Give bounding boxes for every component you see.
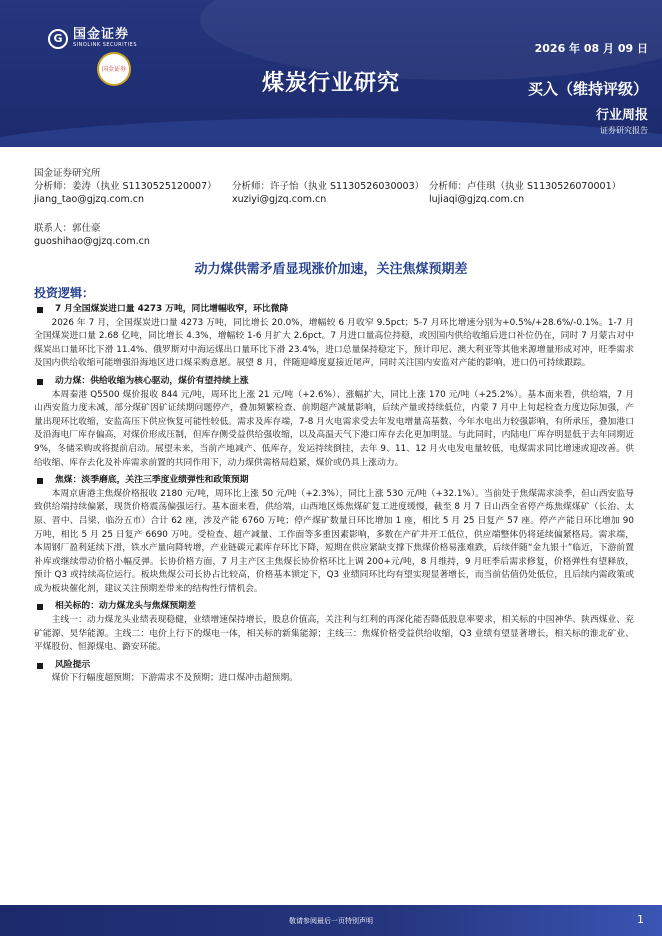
logo-cn: 国金证券 (73, 27, 130, 42)
section-1-paragraph: 2026 年 7 月，全国煤炭进口量 4273 万吨，同比增长 20.0%，增幅较 6 月收窄 9.5pct；5-7 月环比增速分别为+0.5%/+28.6%/-0.1%。1-7 月全国煤炭进口量 2.68 亿吨，同比增长 4.3%，增幅较 1-6 月扩大 2.6pct。7 月进口量高位持稳，或因国内供给收缩后进口补位仍在，同时 7 月蒙古对中煤炭出口量环比下滑 11.4%、俄罗斯对中海运煤出口量环比下滑 23.4%，进口总量保持稳定下，预计印尼、澳大利亚等其他来源增量形成对冲，旺季需求及国内供给收缩可能增强沿海地区进口煤采购意愿。展望 8 月，伴随迎峰度夏接近尾声，同时关注国内安监对产能的影响，进口仍可持续跟踪。 (34, 317, 634, 369)
analyst-name: 分析师：许子怡（执业 S1130526030003） (232, 181, 425, 192)
page-number: 1 (637, 913, 644, 926)
report-title: 动力煤供需矛盾显现涨价加速，关注焦煤预期差 (194, 262, 468, 277)
analyst-info (34, 167, 634, 247)
square-bullet-icon (37, 307, 43, 313)
section-5-heading: 风险提示 (34, 659, 634, 673)
square-bullet-icon (37, 663, 43, 669)
section-3-paragraph: 本周京唐港主焦煤价格报收 2180 元/吨，周环比上涨 50 元/吨（+2.3%），同比上涨 530 元/吨（+32.1%）。当前处于焦煤需求淡季，但山西安监导致供给端持续偏紧，现货价格震荡偏强运行。基本面来看，供给端，山西地区炼焦煤矿复工进度缓慢，截至 8 月 7 日山西全省停产炼焦煤煤矿（长治、太原、晋中、吕梁、临汾五市）合计 62 座，涉及产能 6760 万吨；停产煤矿数量日环比增加 1 座，相比 5 月 25 日复产 57 座。停产产能日环比增加 90 万吨，相比 5 月 25 日复产 6690 万吨。受检查、超产减量、工作面等多重因素影响，多数在产矿井开工低位，供应端整体仍将延续偏紧格局。需求端，本周钢厂盈利延续下滑，铁水产量向降转增，产业链碳元素库存环比下降，短期在供应紧缺支撑下焦煤价格易涨难跌，后续伴随“金九银十”临近，下游前置补库或继续带动价格小幅反弹。长协价格方面，7 月主产区主焦煤长协价格环比上调 200+元/吨，8 月维持，9 月旺季后需求修复，价格弹性有望释放，预计 Q3 或持续高位运行。板块焦煤公司长协占比较高，价格基本锁定下，Q3 业绩同环比均有望实现显著增长，而当前估值仍处低位，且后续内需政策或成为板块催化剂，建议关注预期差带来的结构性行情机会。 (34, 488, 634, 594)
analyst-2 (232, 180, 424, 206)
section-5-paragraph: 煤价下行幅度超预期；下游需求不及预期；进口煤冲击超预期。 (51, 673, 298, 684)
contact-email[interactable]: guoshihao@gjzq.com.cn (34, 236, 150, 247)
section-2-heading: 动力煤：供给收缩为核心驱动，煤价有望持续上涨 (34, 375, 634, 389)
section-1-heading: 7 月全国煤炭进口量 4273 万吨，同比增幅收窄，环比微降 (34, 303, 634, 317)
header-banner (0, 0, 662, 147)
section-heading: 投资逻辑： (34, 286, 95, 300)
analyst-email[interactable]: lujiaqi@gjzq.com.cn (429, 194, 525, 205)
institute: 国金证券研究所 (34, 168, 101, 179)
analyst-3 (429, 180, 621, 206)
square-bullet-icon (37, 604, 43, 610)
logo-en: SINOLINK SECURITIES (73, 42, 137, 48)
square-bullet-icon (37, 478, 43, 484)
section-4-paragraph: 主线一：动力煤龙头业绩表现稳健，业绩增速保持增长，股息价值高，关注利与红利的再深化能否降低股息率要求，相关标的中国神华、陕西煤业、兖矿能源、昊华能源。主线二：电价上行下的煤电一体，相关标的新集能源；主线三：焦煤价格受益供给收缩，Q3 业绩有望显著增长，相关标的淮北矿业、平煤股份、恒源煤电、潞安环能。 (34, 615, 634, 653)
analyst-email[interactable]: xuziyi@gjzq.com.cn (232, 194, 327, 205)
report-body (34, 303, 634, 686)
report-type: 行业周报 (595, 108, 648, 123)
contact-name: 联系人：郭仕豪 (34, 223, 101, 234)
analyst-name: 分析师：姜涛（执业 S1130525120007） (34, 181, 217, 192)
analyst-1 (34, 180, 217, 206)
square-bullet-icon (37, 379, 43, 385)
report-category: 证券研究报告 (600, 126, 648, 135)
analyst-name: 分析师：卢佳琪（执业 S1130526070001） (429, 181, 622, 192)
report-date: 2026 年 08 月 09 日 (534, 42, 648, 55)
company-logo (48, 28, 137, 49)
footer-disclaimer: 敬请参阅最后一页特别声明 (289, 917, 373, 925)
section-3-heading: 焦煤：淡季磨底，关注三季度业绩弹性和政策预期 (34, 474, 634, 488)
section-4-heading: 相关标的：动力煤龙头与焦煤预期差 (34, 600, 634, 614)
logo-icon: G (48, 29, 68, 49)
section-2-paragraph: 本周秦港 Q5500 煤价报收 844 元/吨，周环比上涨 21 元/吨（+2.6%）、涨幅扩大，同比上涨 170 元/吨（+25.2%）。基本面来看，供给端，7 月山西安监力度未减，部分煤矿因矿证续期问题停产，叠加频繁检查、前期超产减量影响，后续产量或持续低位，内蒙 7 月中上旬起检查力度边际加强，产量出现环比收缩，安监高压下供应恢复可能性较低。需求及库存端，7-8 月火电需求受去年发电增量高基数、今年水电出力较强影响，有所承压，叠加港口及沿海电厂库存偏高，对煤价形成压制，但库存侧受益供给强收缩，以及高温天气下港口库存去化更加明显。与此同时，内陆电厂库存明显低于去年同期近 9%，冬储采购或将提前启动。展望未来，当前产地减产、低库存，发运持续倒挂，去年 9、11、12 月火电发电量较低，电煤需求同比增速或迎改善。供给收缩、库存去化及补库需求前置的共同作用下，动力煤供需格局趋紧，煤价或仍具上涨动力。 (34, 389, 634, 468)
seal-badge-icon (97, 52, 131, 86)
contact (34, 222, 150, 248)
analyst-email[interactable]: jiang_tao@gjzq.com.cn (34, 194, 145, 205)
page-title: 煤炭行业研究 (262, 71, 401, 96)
badge-text: 国金证券 (101, 65, 126, 73)
rating: 买入（维持评级） (527, 80, 648, 98)
banner-decoration (0, 118, 662, 147)
